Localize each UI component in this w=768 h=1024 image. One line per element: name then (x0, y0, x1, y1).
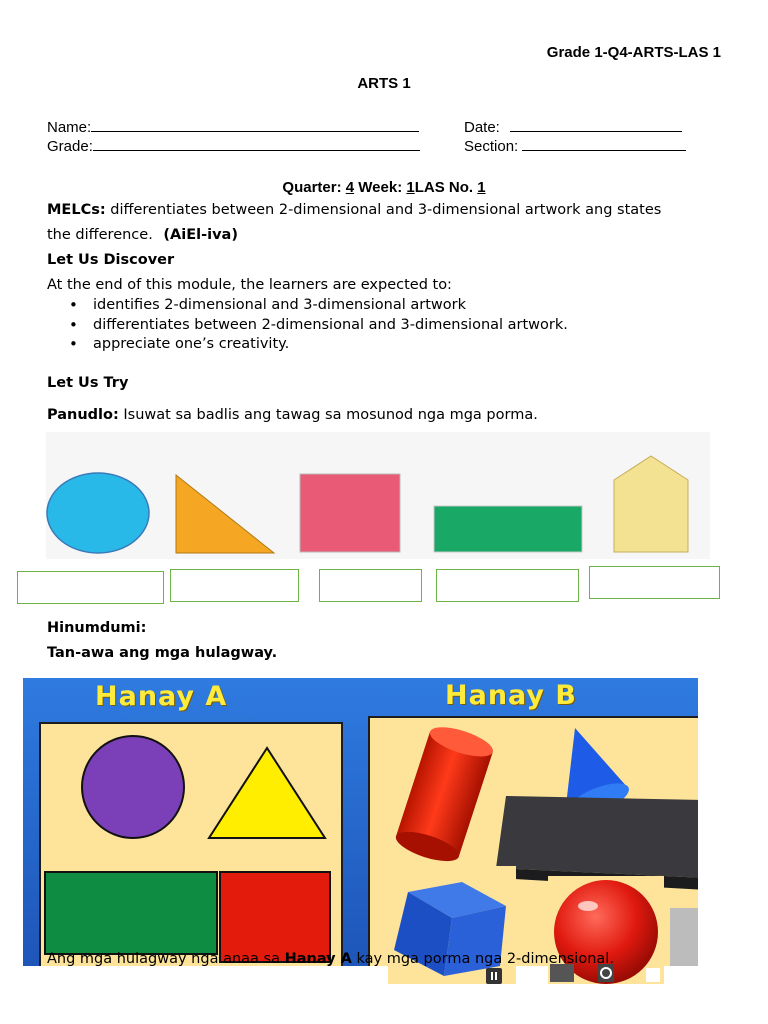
green-rectangle-shape (45, 872, 217, 954)
objectives-list (47, 296, 667, 355)
hanay-a-title: Hanay A (95, 681, 228, 712)
grey-block-shape (670, 908, 698, 966)
discover-intro: At the end of this module, the learners are expected to: (47, 277, 452, 293)
red-sphere-shape (548, 876, 664, 984)
las-value: 1 (477, 179, 486, 196)
quarter-label: Quarter: (282, 179, 342, 196)
subject-title: ARTS 1 (357, 75, 411, 92)
reminder-subheading: Tan-awa ang mga hulagway. (47, 645, 278, 661)
quarter-value: 4 (345, 179, 355, 196)
section-label: Section: (464, 138, 519, 155)
pentagon-shape (614, 456, 688, 552)
name-field[interactable] (47, 117, 419, 136)
reminder-heading: Hinumdumi: (47, 620, 147, 636)
section-field[interactable] (464, 136, 686, 155)
red-square-shape (220, 872, 330, 962)
grade-field[interactable] (47, 136, 420, 155)
name-label: Name: (47, 119, 92, 136)
answer-box-5[interactable] (589, 566, 720, 599)
fullscreen-icon[interactable] (646, 968, 660, 982)
hanay-b-title: Hanay B (445, 680, 578, 711)
date-label: Date: (464, 119, 500, 136)
answer-box-4[interactable] (436, 569, 579, 602)
quarter-week-line (0, 179, 768, 196)
illustration-caption (47, 951, 614, 967)
yellow-triangle-shape (209, 748, 325, 838)
melcs-text-2: the difference. (47, 227, 153, 243)
instruction-text: Isuwat sa badlis ang tawag sa mosunod nga mga porma. (123, 407, 538, 423)
answer-box-2[interactable] (170, 569, 299, 602)
answer-box-1[interactable] (17, 571, 164, 604)
grade-label: Grade: (47, 138, 93, 155)
las-label: LAS No. (414, 179, 474, 196)
shapes-strip (46, 432, 710, 559)
shapes-svg (46, 432, 710, 559)
caption-before: Ang mga hulagway nga anaa sa (47, 951, 280, 967)
week-value: 1 (406, 179, 415, 196)
hanay-a-shapes (41, 724, 341, 966)
caption-after: kay mga porma nga 2-dimensional. (356, 951, 614, 967)
circle-shape (47, 473, 149, 553)
red-cylinder-shape (393, 721, 497, 867)
purple-circle-shape (82, 736, 184, 838)
hanay-a-panel (39, 722, 343, 966)
date-line[interactable] (510, 117, 682, 132)
right-triangle-shape (176, 475, 274, 553)
discover-heading: Let Us Discover (47, 252, 175, 268)
week-label: Week: (358, 179, 403, 196)
melcs-code: (AiEl-iva) (163, 227, 238, 243)
answer-box-3[interactable] (319, 569, 422, 602)
section-line[interactable] (522, 136, 686, 151)
square-shape (300, 474, 400, 552)
objective-item: • appreciate one’s creativity. (47, 335, 667, 355)
melcs-label: MELCs: (47, 202, 106, 218)
pause-icon[interactable] (486, 968, 502, 984)
name-line[interactable] (91, 117, 419, 132)
try-instruction (47, 407, 538, 423)
grade-line[interactable] (93, 136, 420, 151)
date-field[interactable] (464, 117, 682, 136)
rectangle-shape (434, 506, 582, 552)
instruction-label: Panudlo: (47, 407, 119, 423)
try-heading: Let Us Try (47, 375, 129, 391)
caption-bold: Hanay A (284, 951, 352, 967)
melcs-text-1: differentiates between 2-dimensional and 3-dimensional artwork ang states (110, 202, 662, 218)
objective-item: • identifies 2-dimensional and 3-dimensional artwork (47, 296, 667, 316)
objective-item: • differentiates between 2-dimensional and 3-dimensional artwork. (47, 316, 667, 336)
sphere-thumbnail (548, 876, 664, 984)
melcs-line-2 (47, 227, 238, 243)
melcs-line-1 (47, 202, 661, 218)
document-code: Grade 1-Q4-ARTS-LAS 1 (546, 44, 721, 61)
